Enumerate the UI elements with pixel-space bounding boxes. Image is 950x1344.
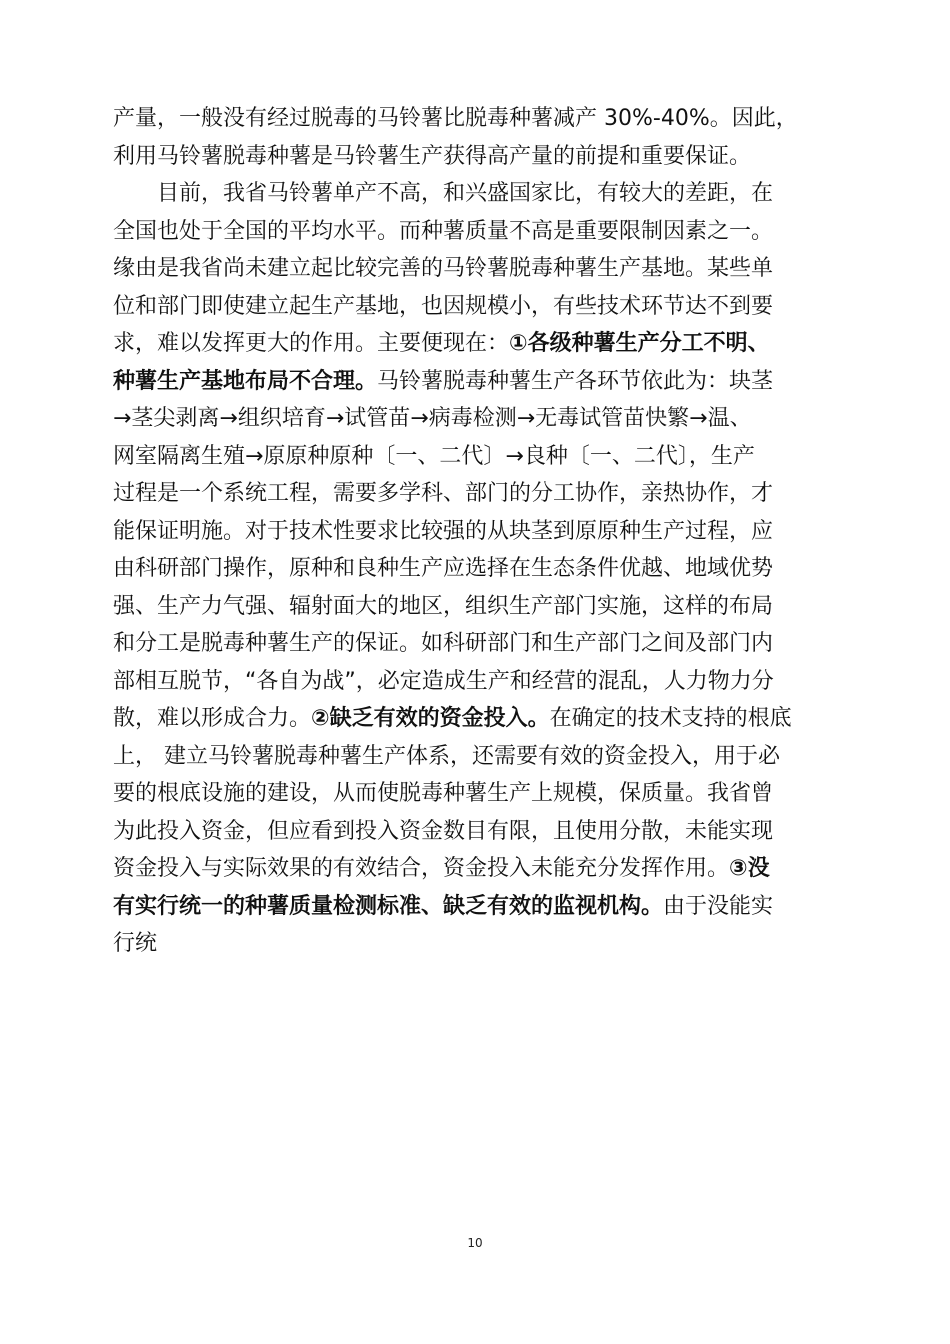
text-segment: 行统: [113, 931, 158, 956]
text-segment: 为此投入资金，但应看到投入资金数目有限，且使用分散，未能实现: [113, 818, 774, 844]
text-segment: 缘由是我省尚未建立起比较完善的马铃薯脱毒种薯生产基地。某些单: [113, 256, 774, 281]
text-segment: 能保证明施。对于技术性要求比较强的从块茎到原原种生产过程，应: [113, 518, 774, 544]
text-line: [113, 175, 835, 213]
text-line: [113, 513, 835, 551]
text-segment: 位和部门即使建立起生产基地，也因规模小，有些技术环节达不到要: [113, 293, 774, 319]
text-segment: 在确定的技术支持的根底: [549, 706, 792, 731]
text-segment: 目前，我省马铃薯单产不高，和兴盛国家比，有较大的差距，在: [157, 181, 774, 206]
text-line: [113, 588, 835, 626]
text-line: [113, 738, 835, 776]
text-segment: 网室隔离生殖→原原种原种〔一、二代〕→良种〔一、二代〕，生产: [113, 443, 755, 469]
text-segment: 利用马铃薯脱毒种薯是马铃薯生产获得高产量的前提和重要保证。: [113, 143, 752, 169]
text-segment: 求，难以发挥更大的作用。主要便现在：: [113, 331, 510, 356]
bold-text-segment: 种薯生产基地布局不合理。: [113, 368, 378, 394]
text-line: [113, 888, 835, 926]
text-line: [113, 625, 835, 663]
text-segment: 强、生产力气强、辐射面大的地区，组织生产部门实施，这样的布局: [113, 593, 774, 619]
text-segment: 由于没能实: [663, 893, 774, 919]
text-line: [113, 250, 835, 288]
text-line: [113, 813, 835, 851]
text-segment: 由科研部门操作，原种和良种生产应选择在生态条件优越、地域优势: [113, 556, 774, 581]
text-line: [113, 325, 835, 363]
text-line: [113, 850, 835, 888]
text-line: [113, 138, 835, 176]
text-line: [113, 213, 835, 251]
body-text: [113, 100, 835, 963]
text-segment: 散，难以形成合力。: [113, 706, 312, 731]
text-line: [113, 100, 835, 138]
bold-text-segment: ③没: [729, 856, 770, 881]
text-line: [113, 400, 835, 438]
text-line: [113, 550, 835, 588]
text-segment: 和分工是脱毒种薯生产的保证。如科研部门和生产部门之间及部门内: [113, 631, 774, 656]
text-line: [113, 438, 835, 476]
text-segment: →茎尖剥离→组织培育→试管苗→病毒检测→无毒试管苗快繁→温、: [113, 406, 752, 431]
text-line: [113, 775, 835, 813]
text-segment: 产量，一般没有经过脱毒的马铃薯比脱毒种薯减产 30%-40%。因此，: [113, 106, 798, 131]
text-line: [113, 475, 835, 513]
text-line: [113, 700, 835, 738]
text-line: [113, 663, 835, 701]
text-line: [113, 363, 835, 401]
text-line: [113, 925, 835, 963]
text-line: [113, 288, 835, 326]
bold-text-segment: ②缺乏有效的资金投入。: [311, 706, 550, 731]
text-segment: 马铃薯脱毒种薯生产各环节依此为：块茎: [377, 368, 774, 394]
text-segment: 要的根底设施的建设，从而使脱毒种薯生产上规模，保质量。我省曾: [113, 781, 774, 806]
bold-text-segment: 有实行统一的种薯质量检测标准、缺乏有效的监视机构。: [113, 893, 664, 919]
text-segment: 全国也处于全国的平均水平。而种薯质量不高是重要限制因素之一。: [113, 218, 774, 244]
text-segment: 过程是一个系统工程，需要多学科、部门的分工协作，亲热协作，才: [113, 481, 774, 506]
text-segment: 上， 建立马铃薯脱毒种薯生产体系，还需要有效的资金投入，用于必: [113, 743, 780, 769]
text-segment: 部相互脱节，“各自为战”，必定造成生产和经营的混乱，人力物力分: [113, 668, 774, 694]
bold-text-segment: ①各级种薯生产分工不明、: [509, 331, 770, 356]
text-segment: 资金投入与实际效果的有效结合，资金投入未能充分发挥作用。: [113, 856, 730, 881]
page-number: 10: [467, 1236, 483, 1250]
